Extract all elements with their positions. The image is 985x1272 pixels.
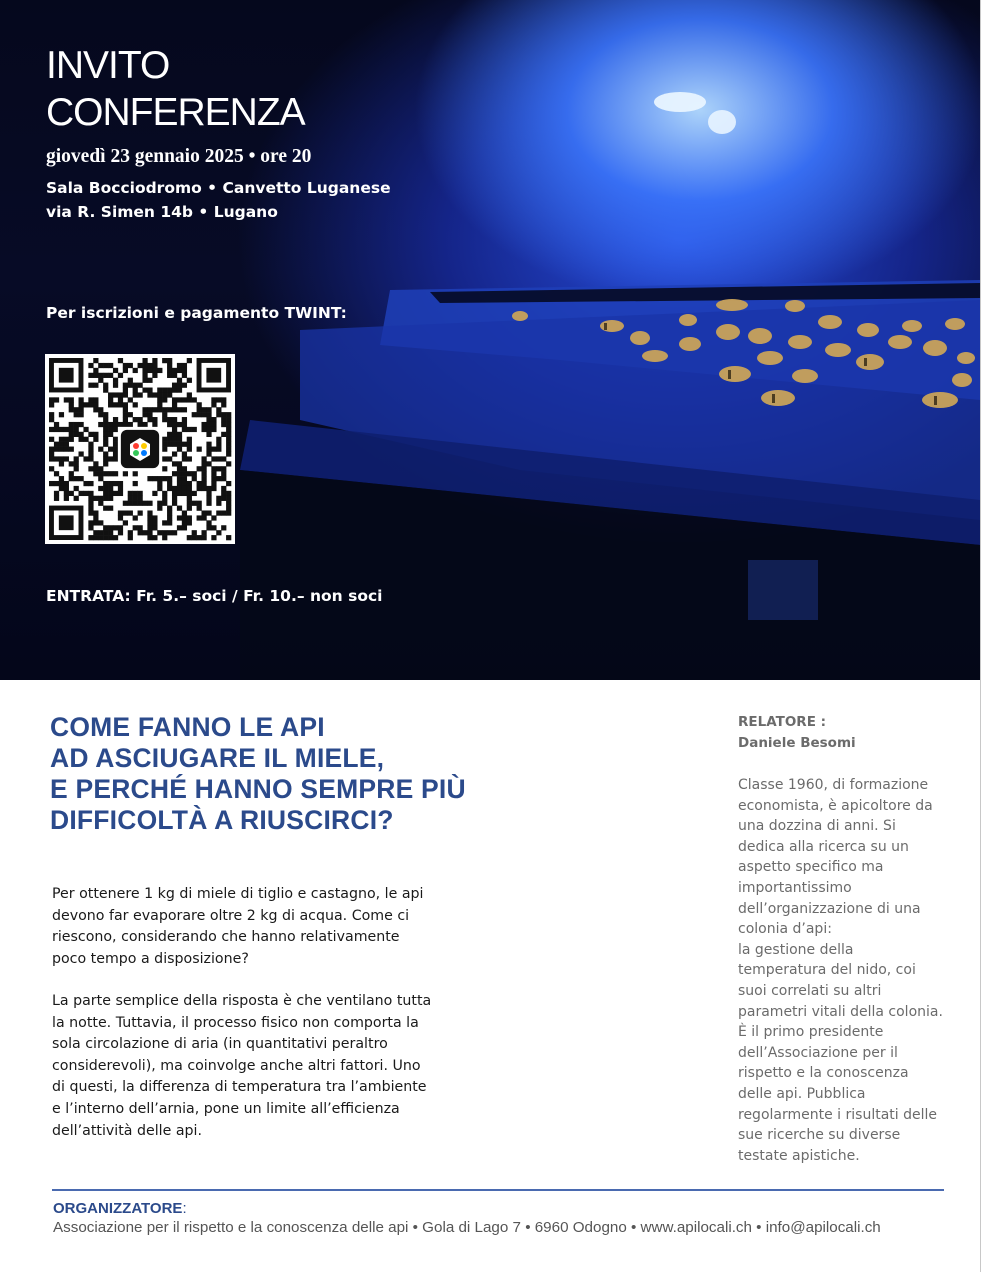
lecture-title-line: E PERCHÉ HANNO SEMPRE PIÙ xyxy=(50,774,466,804)
text-line: dell’attività delle api. xyxy=(52,1122,203,1139)
bio-line: importantissimo xyxy=(738,879,852,896)
lecture-title-line: COME FANNO LE API xyxy=(50,712,325,742)
text-line: considerevoli), ma coinvolge anche altri fattori. Uno xyxy=(52,1057,421,1074)
lecture-title xyxy=(50,712,466,836)
text-line: La parte semplice della risposta è che ventilano tutta xyxy=(52,993,432,1009)
entry-fee: ENTRATA: Fr. 5.– soci / Fr. 10.– non soci xyxy=(46,587,383,605)
title-line-invito: INVITO xyxy=(46,44,170,87)
twint-qr-code[interactable] xyxy=(45,354,235,544)
bio-line: sue ricerche su diverse xyxy=(738,1127,901,1144)
title-line-conferenza: CONFERENZA xyxy=(46,91,305,134)
bio-line: È il primo presidente xyxy=(738,1024,884,1041)
text-line: la notte. Tuttavia, il processo fisico non comporta la xyxy=(52,1014,419,1031)
bio-line: dell’Associazione per il xyxy=(738,1044,898,1061)
lecture-title-line: AD ASCIUGARE IL MIELE, xyxy=(50,743,385,773)
bio-line: Classe 1960, di formazione xyxy=(738,777,929,793)
speaker-name: Daniele Besomi xyxy=(738,735,856,751)
bio-line: parametri vitali della colonia. xyxy=(738,1003,943,1020)
bio-line: rispetto e la conoscenza xyxy=(738,1065,909,1082)
text-line: poco tempo a disposizione? xyxy=(52,950,249,967)
bio-line: delle api. Pubblica xyxy=(738,1085,866,1102)
event-venue: Sala Bocciodromo • Canvetto Luganese xyxy=(46,179,391,197)
bio-line: testate apistiche. xyxy=(738,1147,860,1164)
speaker-label: RELATORE : xyxy=(738,714,827,730)
bio-line: dedica alla ricerca su un xyxy=(738,838,909,855)
bio-line: dell’organizzazione di una xyxy=(738,900,921,917)
answer-paragraph xyxy=(52,991,452,1142)
lecture-title-line: DIFFICOLTÀ A RIUSCIRCI? xyxy=(50,805,394,835)
organizer-label xyxy=(53,1200,187,1217)
page-edge xyxy=(980,0,981,1272)
organizer-label-text: ORGANIZZATORE xyxy=(53,1200,183,1217)
bio-line: una dozzina di anni. Si xyxy=(738,818,896,835)
speaker-bio xyxy=(738,775,958,1166)
text-line: e l’interno dell’arnia, pone un limite all’efficienza xyxy=(52,1100,400,1117)
text-line: di questi, la differenza di temperatura tra l’ambiente xyxy=(52,1079,427,1096)
text-line: sola circolazione di aria (in quantitativi peraltro xyxy=(52,1036,388,1053)
bio-line: economista, è apicoltore da xyxy=(738,797,933,814)
bio-line: regolarmente i risultati delle xyxy=(738,1106,938,1123)
text-line: devono far evaporare oltre 2 kg di acqua. Come ci xyxy=(52,907,410,924)
bio-line: aspetto specifico ma xyxy=(738,859,884,876)
event-address: via R. Simen 14b • Lugano xyxy=(46,203,278,221)
bio-line: la gestione della xyxy=(738,941,854,958)
text-line: riescono, considerando che hanno relativamente xyxy=(52,929,400,946)
intro-paragraph xyxy=(52,884,452,970)
bio-line: suoi correlati su altri xyxy=(738,982,882,999)
event-date: giovedì 23 gennaio 2025 • ore 20 xyxy=(46,146,312,167)
event-title xyxy=(46,42,305,136)
organizer-label-colon: : xyxy=(182,1200,187,1217)
footer-divider xyxy=(52,1189,944,1191)
bio-line: colonia d’api: xyxy=(738,921,832,938)
bio-line: temperatura del nido, coi xyxy=(738,962,916,979)
qr-pattern xyxy=(45,354,235,544)
organizer-details: Associazione per il rispetto e la conoscenza delle api • Gola di Lago 7 • 6960 Odogno • www.apilocali.ch • info@apilocali.ch xyxy=(53,1219,881,1236)
text-line: Per ottenere 1 kg di miele di tiglio e castagno, le api xyxy=(52,886,424,902)
registration-label: Per iscrizioni e pagamento TWINT: xyxy=(46,304,347,322)
